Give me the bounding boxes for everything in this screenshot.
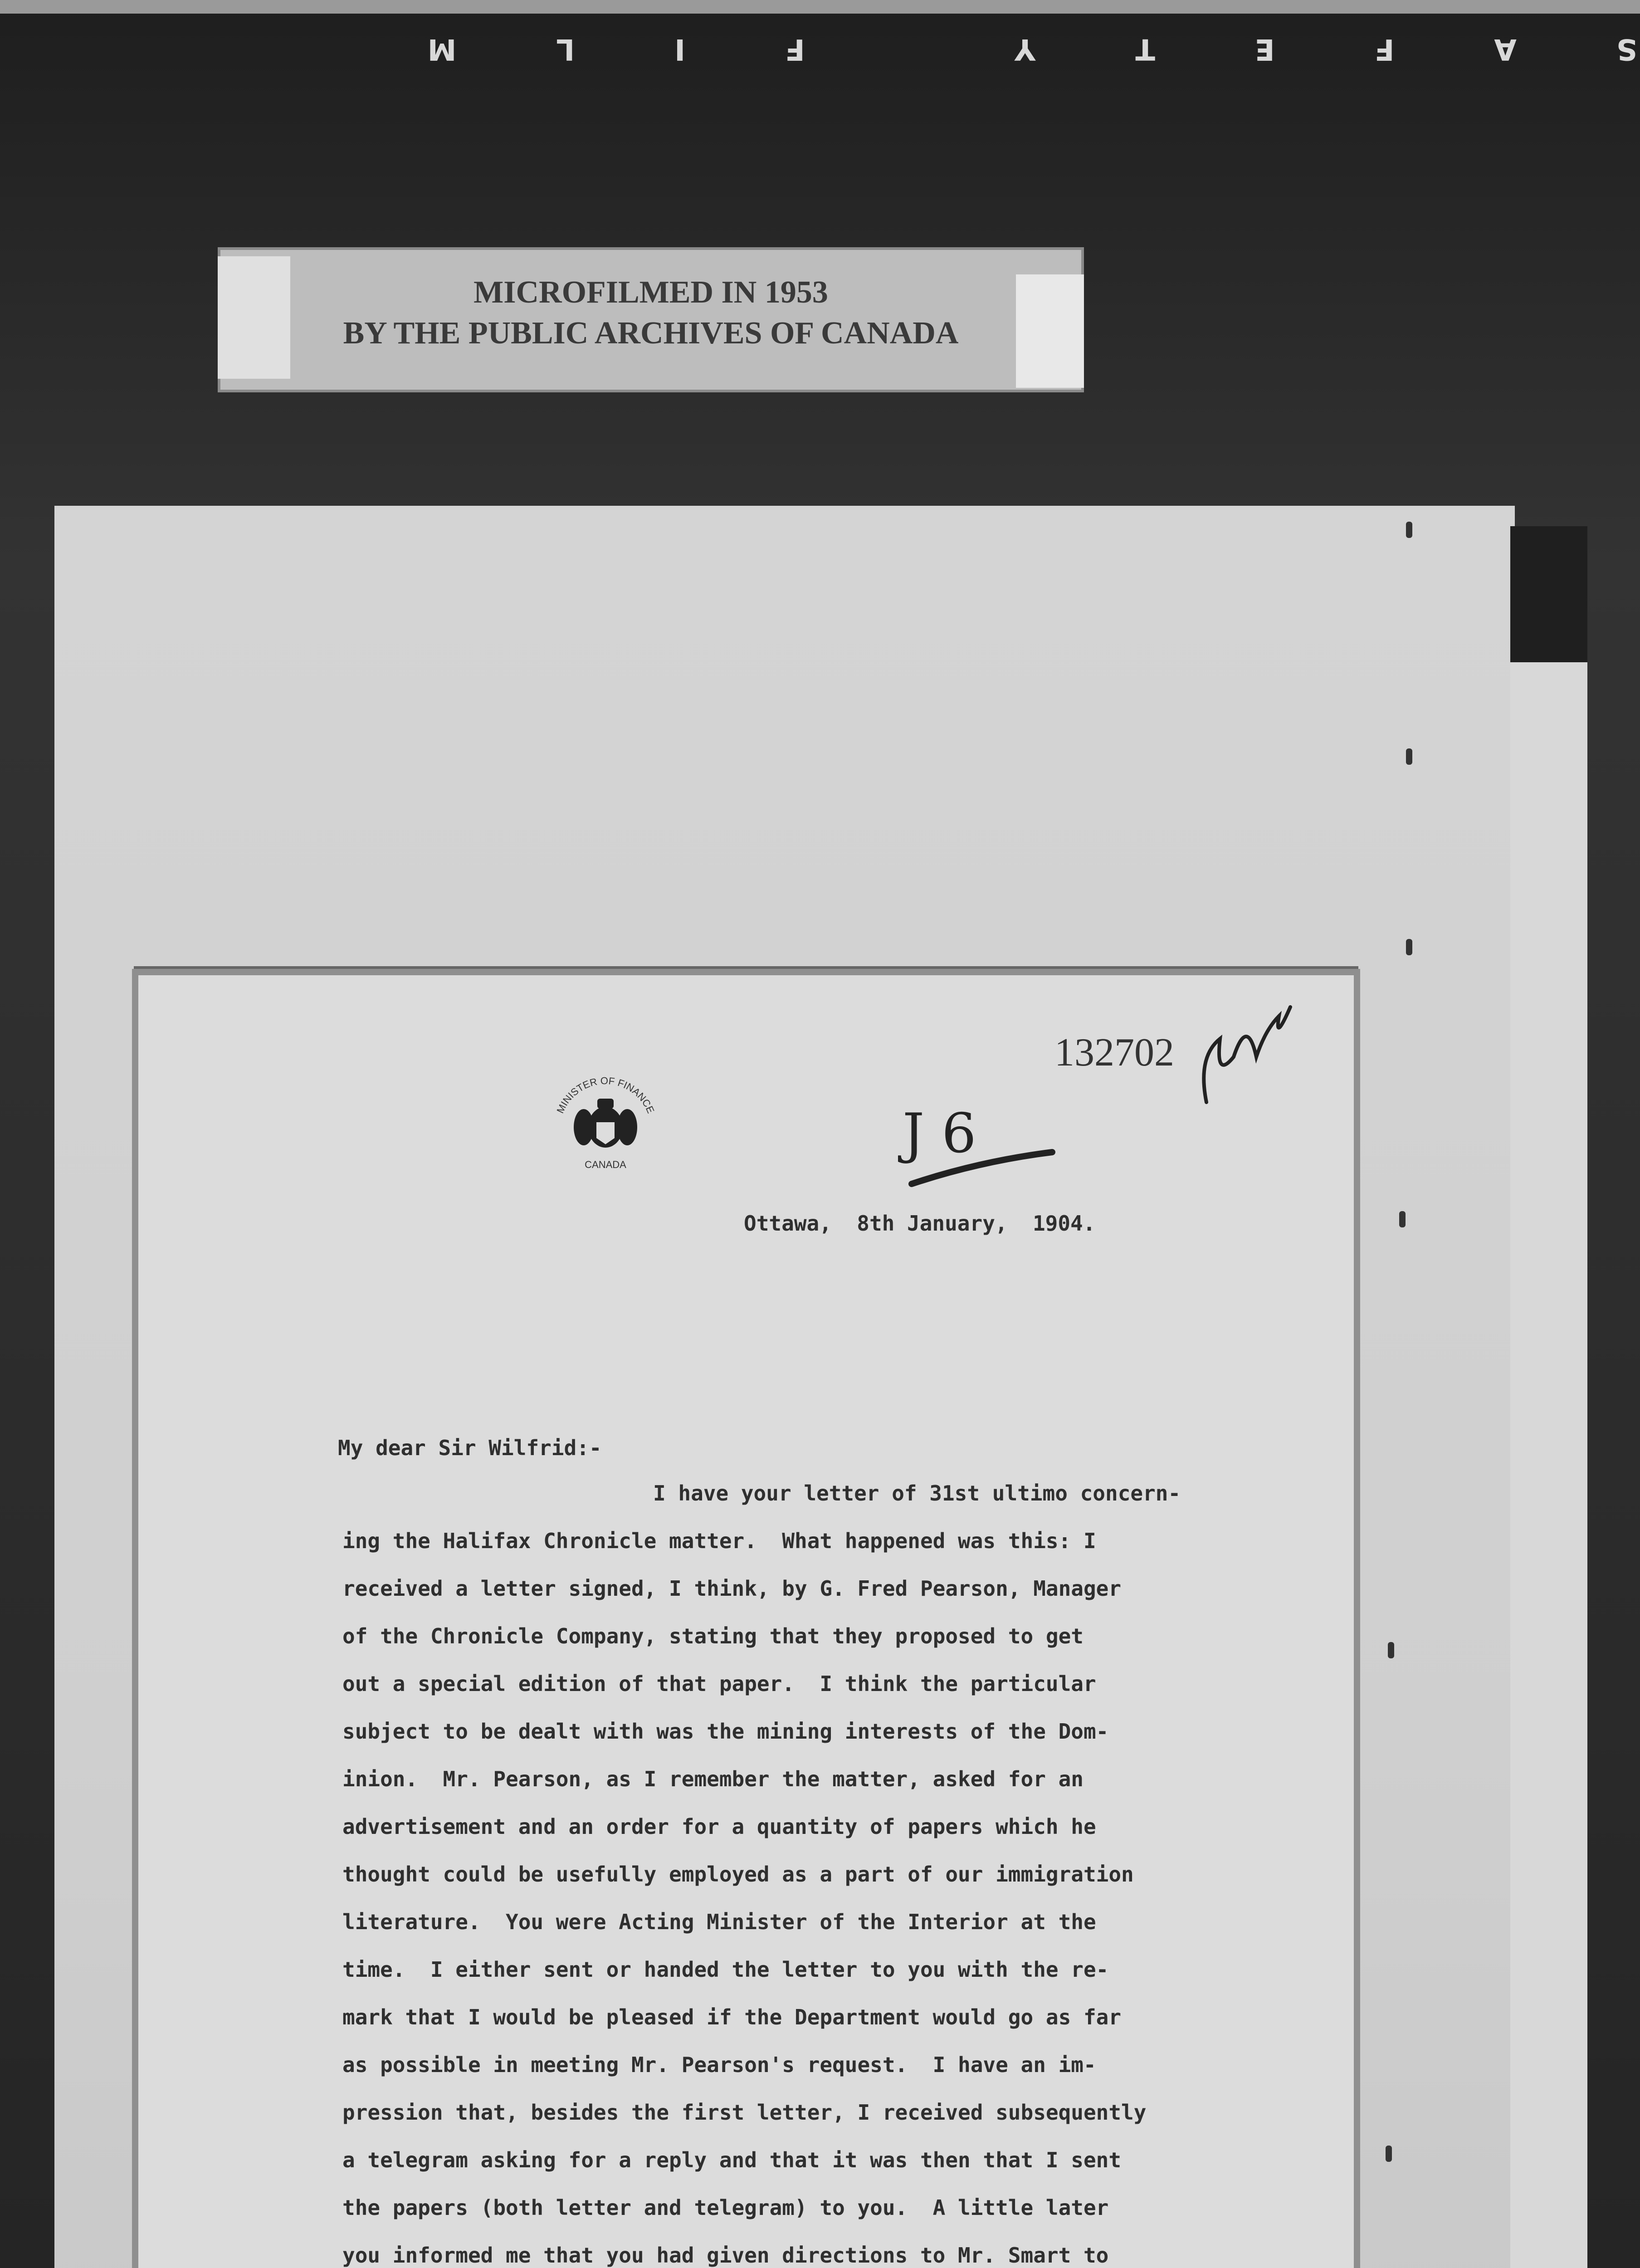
film-top-edge xyxy=(0,0,1640,14)
letter-body-line: thought could be usefully employed as a part of our immigration xyxy=(342,1862,1134,1887)
letter-body-line: of the Chronicle Company, stating that they proposed to get xyxy=(342,1624,1084,1648)
letter-body-line: advertisement and an order for a quantity of papers which he xyxy=(342,1814,1096,1839)
punch-mark xyxy=(1406,748,1412,765)
letter-body-line: subject to be dealt with was the mining interests of the Dom- xyxy=(342,1719,1109,1744)
archive-label-line-1: MICROFILMED IN 1953 xyxy=(473,275,828,310)
minister-of-finance-crest xyxy=(547,1070,664,1188)
archive-label-line-2: BY THE PUBLIC ARCHIVES OF CANADA xyxy=(343,316,959,351)
letter-body-line: time. I either sent or handed the letter to you with the re- xyxy=(342,1957,1109,1982)
handwritten-file-mark xyxy=(898,1098,1070,1198)
letter-body-line: as possible in meeting Mr. Pearson's request. I have an im- xyxy=(342,2053,1096,2077)
right-edge-tab xyxy=(1510,526,1587,2268)
handwritten-file-mark-text: J 6 xyxy=(903,1102,976,1165)
punch-mark xyxy=(1406,522,1412,538)
film-edge-marking: SAFETY FILM xyxy=(327,32,1637,66)
punch-mark xyxy=(1399,1211,1406,1227)
letter-date: Ottawa, 8th January, 1904. xyxy=(744,1211,1096,1236)
letter-body-line: inion. Mr. Pearson, as I remember the matter, asked for an xyxy=(342,1767,1084,1791)
punch-mark xyxy=(1406,939,1412,955)
letter-body-line: out a special edition of that paper. I think the particular xyxy=(342,1672,1096,1696)
crest-bottom-text: CANADA xyxy=(585,1159,626,1170)
letter-body-line: received a letter signed, I think, by G. Fred Pearson, Manager xyxy=(342,1576,1122,1601)
punch-mark xyxy=(1388,1642,1394,1658)
letter-body-line: the papers (both letter and telegram) to you. A little later xyxy=(342,2195,1109,2220)
punch-mark xyxy=(1386,2146,1392,2162)
letter-body-line: pression that, besides the first letter, I received subsequently xyxy=(342,2100,1147,2125)
reference-number: 132702 xyxy=(1054,1031,1174,1075)
letter-body-line: you informed me that you had given directions to Mr. Smart to xyxy=(342,2243,1109,2268)
crest-top-text: MINISTER OF FINANCE xyxy=(554,1075,657,1115)
letter-body-line: a telegram asking for a reply and that it was then that I sent xyxy=(342,2148,1122,2172)
letter-body-line: literature. You were Acting Minister of the Interior at the xyxy=(342,1910,1096,1934)
letter-body-line: mark that I would be pleased if the Department would go as far xyxy=(342,2005,1122,2029)
handwritten-initials xyxy=(1188,989,1297,1125)
letter-body-line: I have your letter of 31st ultimo concern- xyxy=(653,1481,1181,1505)
letter-body-line: ing the Halifax Chronicle matter. What happened was this: I xyxy=(342,1529,1096,1553)
right-edge-shadow xyxy=(1510,526,1587,662)
letter-salutation: My dear Sir Wilfrid:- xyxy=(338,1436,602,1460)
archive-label xyxy=(218,247,1084,392)
